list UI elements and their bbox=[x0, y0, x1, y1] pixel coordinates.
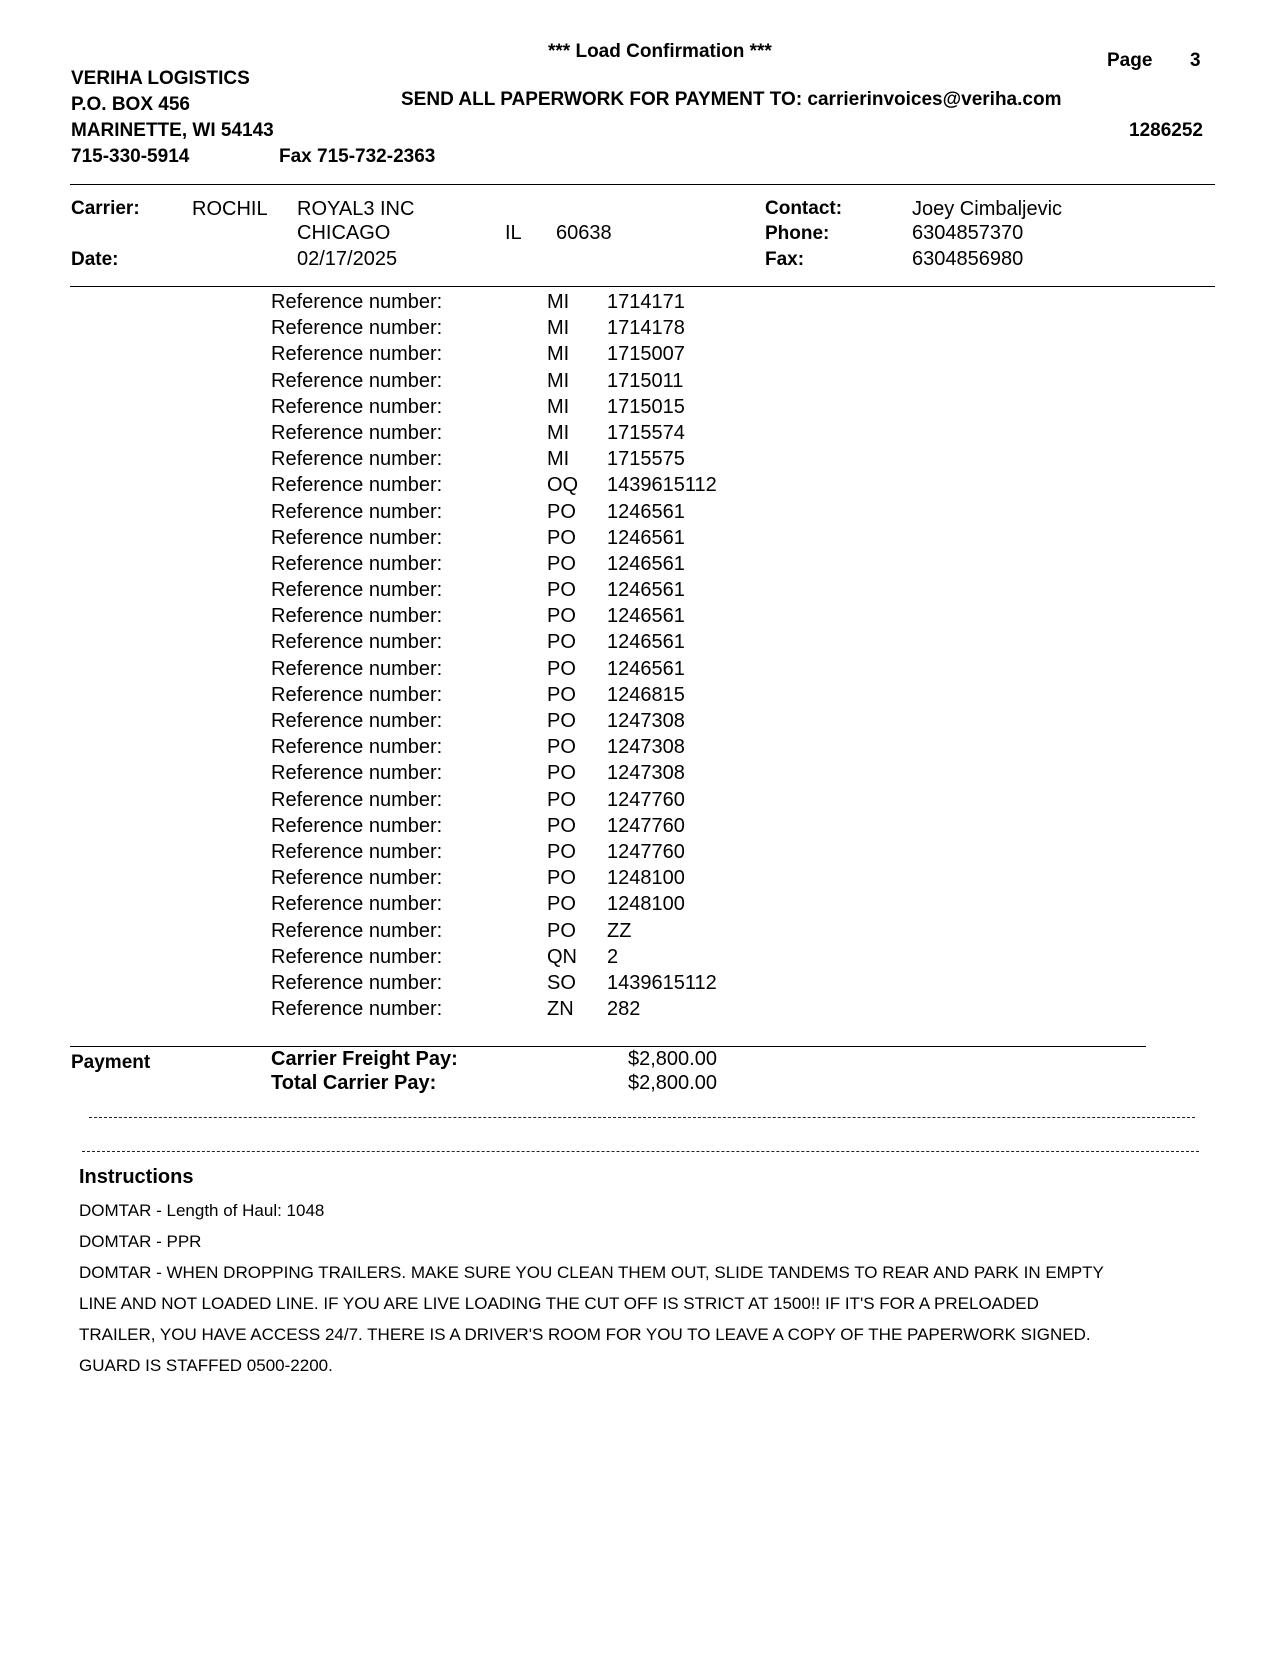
load-number: 1286252 bbox=[1129, 120, 1203, 141]
reference-label: Reference number: bbox=[271, 421, 443, 444]
reference-row bbox=[271, 815, 771, 841]
reference-label: Reference number: bbox=[271, 788, 443, 811]
reference-row bbox=[271, 946, 771, 972]
company-address-line2: MARINETTE, WI 54143 bbox=[71, 120, 274, 141]
reference-label: Reference number: bbox=[271, 605, 443, 628]
company-name: VERIHA LOGISTICS bbox=[71, 68, 250, 89]
contact-name: Joey Cimbaljevic bbox=[912, 198, 1063, 220]
reference-qualifier: PO bbox=[547, 893, 576, 916]
instruction-line: TRAILER, YOU HAVE ACCESS 24/7. THERE IS A DRIVER'S ROOM FOR YOU TO LEAVE A COPY OF THE PAPERWORK SIGNED. bbox=[79, 1325, 1091, 1344]
reference-label: Reference number: bbox=[271, 971, 443, 994]
reference-qualifier: PO bbox=[547, 919, 576, 942]
reference-value: 1247308 bbox=[607, 736, 685, 759]
reference-qualifier: ZN bbox=[547, 998, 574, 1021]
reference-label: Reference number: bbox=[271, 998, 443, 1021]
reference-value: 1715007 bbox=[607, 343, 685, 366]
payment-email-line: SEND ALL PAPERWORK FOR PAYMENT TO: carrierinvoices@veriha.com bbox=[401, 89, 1062, 110]
reference-row bbox=[271, 370, 771, 396]
reference-row bbox=[271, 474, 771, 500]
reference-qualifier: PO bbox=[547, 736, 576, 759]
instruction-line: DOMTAR - Length of Haul: 1048 bbox=[79, 1201, 325, 1220]
reference-value: 1715575 bbox=[607, 448, 685, 471]
reference-value: 1714178 bbox=[607, 317, 685, 340]
reference-qualifier: MI bbox=[547, 448, 570, 471]
reference-qualifier: MI bbox=[547, 291, 570, 313]
page-label: Page bbox=[1107, 50, 1153, 71]
company-phone: 715-330-5914 bbox=[71, 146, 190, 167]
reference-row bbox=[271, 448, 771, 474]
reference-label: Reference number: bbox=[271, 710, 443, 732]
carrier-state: IL bbox=[505, 222, 522, 244]
reference-label: Reference number: bbox=[271, 945, 443, 968]
reference-label: Reference number: bbox=[271, 683, 443, 706]
header-divider bbox=[70, 184, 1215, 185]
reference-row bbox=[271, 867, 771, 893]
reference-qualifier: PO bbox=[547, 579, 576, 602]
carrier-code: ROCHIL bbox=[192, 198, 268, 220]
reference-qualifier: MI bbox=[547, 343, 570, 366]
company-address-line1: P.O. BOX 456 bbox=[71, 94, 190, 115]
dashed-separator bbox=[89, 1117, 1195, 1118]
reference-row bbox=[271, 605, 771, 631]
reference-value: 1247760 bbox=[607, 814, 685, 837]
reference-value: 1246561 bbox=[607, 552, 685, 575]
reference-value: 1247308 bbox=[607, 710, 685, 732]
reference-row bbox=[271, 396, 771, 422]
carrier-zip: 60638 bbox=[556, 222, 612, 244]
reference-row bbox=[271, 291, 771, 317]
reference-qualifier: PO bbox=[547, 788, 576, 811]
reference-qualifier: OQ bbox=[547, 474, 579, 497]
reference-row bbox=[271, 736, 771, 762]
reference-value: 2 bbox=[607, 945, 619, 968]
reference-row bbox=[271, 893, 771, 919]
reference-qualifier: SO bbox=[547, 971, 576, 994]
reference-label: Reference number: bbox=[271, 631, 443, 654]
reference-value: 1248100 bbox=[607, 893, 685, 916]
fax-label: Fax: bbox=[765, 249, 805, 270]
reference-label: Reference number: bbox=[271, 736, 443, 759]
reference-qualifier: PO bbox=[547, 867, 576, 890]
reference-qualifier: PO bbox=[547, 605, 576, 628]
reference-value: 1247308 bbox=[607, 762, 685, 785]
reference-value: 1246561 bbox=[607, 579, 685, 602]
reference-value: 1439615112 bbox=[607, 971, 717, 994]
reference-qualifier: MI bbox=[547, 317, 570, 340]
reference-label: Reference number: bbox=[271, 395, 443, 418]
reference-row bbox=[271, 998, 771, 1024]
reference-value: 1247760 bbox=[607, 840, 685, 863]
reference-qualifier: PO bbox=[547, 814, 576, 837]
reference-label: Reference number: bbox=[271, 657, 443, 680]
reference-value: 1246561 bbox=[607, 631, 685, 654]
reference-row bbox=[271, 579, 771, 605]
reference-label: Reference number: bbox=[271, 762, 443, 785]
date-label: Date: bbox=[71, 249, 119, 270]
reference-row bbox=[271, 789, 771, 815]
contact-label: Contact: bbox=[765, 198, 843, 219]
company-fax: Fax 715-732-2363 bbox=[279, 146, 436, 167]
reference-value: 1715015 bbox=[607, 395, 685, 418]
reference-row bbox=[271, 684, 771, 710]
instruction-line: LINE AND NOT LOADED LINE. IF YOU ARE LIVE LOADING THE CUT OFF IS STRICT AT 1500!! IF IT'S FOR A PRELOADED bbox=[79, 1294, 1039, 1313]
reference-row bbox=[271, 710, 771, 736]
reference-row bbox=[271, 422, 771, 448]
date-value: 02/17/2025 bbox=[297, 248, 398, 270]
reference-row bbox=[271, 972, 771, 998]
reference-value: 1246561 bbox=[607, 605, 685, 628]
reference-qualifier: PO bbox=[547, 762, 576, 785]
total-carrier-pay-value: $2,800.00 bbox=[628, 1072, 717, 1094]
reference-row bbox=[271, 317, 771, 343]
reference-qualifier: PO bbox=[547, 500, 576, 523]
reference-row bbox=[271, 501, 771, 527]
reference-value: ZZ bbox=[607, 919, 632, 942]
reference-row bbox=[271, 553, 771, 579]
reference-label: Reference number: bbox=[271, 369, 443, 392]
reference-label: Reference number: bbox=[271, 474, 443, 497]
reference-value: 1439615112 bbox=[607, 474, 717, 497]
reference-label: Reference number: bbox=[271, 343, 443, 366]
reference-label: Reference number: bbox=[271, 579, 443, 602]
instructions-title: Instructions bbox=[79, 1166, 194, 1188]
reference-value: 1246561 bbox=[607, 500, 685, 523]
reference-qualifier: PO bbox=[547, 840, 576, 863]
instruction-line: DOMTAR - WHEN DROPPING TRAILERS. MAKE SURE YOU CLEAN THEM OUT, SLIDE TANDEMS TO REAR AND PARK IN EMPTY bbox=[79, 1263, 1104, 1282]
reference-row bbox=[271, 527, 771, 553]
reference-value: 1246561 bbox=[607, 657, 685, 680]
reference-label: Reference number: bbox=[271, 317, 443, 340]
reference-qualifier: PO bbox=[547, 631, 576, 654]
carrier-freight-pay-value: $2,800.00 bbox=[628, 1048, 717, 1070]
reference-list bbox=[271, 291, 771, 1024]
reference-label: Reference number: bbox=[271, 867, 443, 890]
reference-qualifier: MI bbox=[547, 421, 570, 444]
carrier-city: CHICAGO bbox=[297, 222, 391, 244]
total-carrier-pay-label: Total Carrier Pay: bbox=[271, 1072, 437, 1094]
reference-value: 1715011 bbox=[607, 369, 684, 392]
reference-qualifier: MI bbox=[547, 369, 570, 392]
reference-value: 282 bbox=[607, 998, 641, 1021]
reference-row bbox=[271, 762, 771, 788]
reference-value: 1248100 bbox=[607, 867, 685, 890]
reference-label: Reference number: bbox=[271, 893, 443, 916]
reference-qualifier: QN bbox=[547, 945, 577, 968]
instruction-line: GUARD IS STAFFED 0500-2200. bbox=[79, 1356, 333, 1375]
reference-row bbox=[271, 841, 771, 867]
reference-label: Reference number: bbox=[271, 552, 443, 575]
reference-label: Reference number: bbox=[271, 500, 443, 523]
phone-value: 6304857370 bbox=[912, 222, 1024, 244]
reference-label: Reference number: bbox=[271, 919, 443, 942]
fax-value: 6304856980 bbox=[912, 248, 1024, 270]
reference-label: Reference number: bbox=[271, 814, 443, 837]
reference-row bbox=[271, 631, 771, 657]
reference-label: Reference number: bbox=[271, 448, 443, 471]
payment-divider bbox=[70, 1046, 1146, 1047]
carrier-divider bbox=[70, 286, 1215, 287]
reference-row bbox=[271, 343, 771, 369]
carrier-freight-pay-label: Carrier Freight Pay: bbox=[271, 1048, 458, 1070]
reference-label: Reference number: bbox=[271, 291, 443, 313]
reference-label: Reference number: bbox=[271, 526, 443, 549]
reference-value: 1247760 bbox=[607, 788, 685, 811]
reference-qualifier: PO bbox=[547, 657, 576, 680]
document-title: *** Load Confirmation *** bbox=[548, 41, 772, 62]
reference-qualifier: PO bbox=[547, 552, 576, 575]
reference-qualifier: PO bbox=[547, 683, 576, 706]
reference-row bbox=[271, 658, 771, 684]
payment-label: Payment bbox=[71, 1052, 151, 1073]
reference-value: 1714171 bbox=[607, 291, 685, 313]
reference-qualifier: MI bbox=[547, 395, 570, 418]
carrier-name: ROYAL3 INC bbox=[297, 198, 415, 220]
reference-qualifier: PO bbox=[547, 710, 576, 732]
reference-label: Reference number: bbox=[271, 840, 443, 863]
reference-row bbox=[271, 920, 771, 946]
carrier-label: Carrier: bbox=[71, 198, 140, 219]
reference-value: 1246561 bbox=[607, 526, 685, 549]
reference-value: 1715574 bbox=[607, 421, 685, 444]
phone-label: Phone: bbox=[765, 223, 830, 244]
reference-qualifier: PO bbox=[547, 526, 576, 549]
dashed-separator bbox=[82, 1151, 1199, 1152]
reference-value: 1246815 bbox=[607, 683, 685, 706]
instruction-line: DOMTAR - PPR bbox=[79, 1232, 202, 1251]
page-number: 3 bbox=[1190, 50, 1201, 71]
